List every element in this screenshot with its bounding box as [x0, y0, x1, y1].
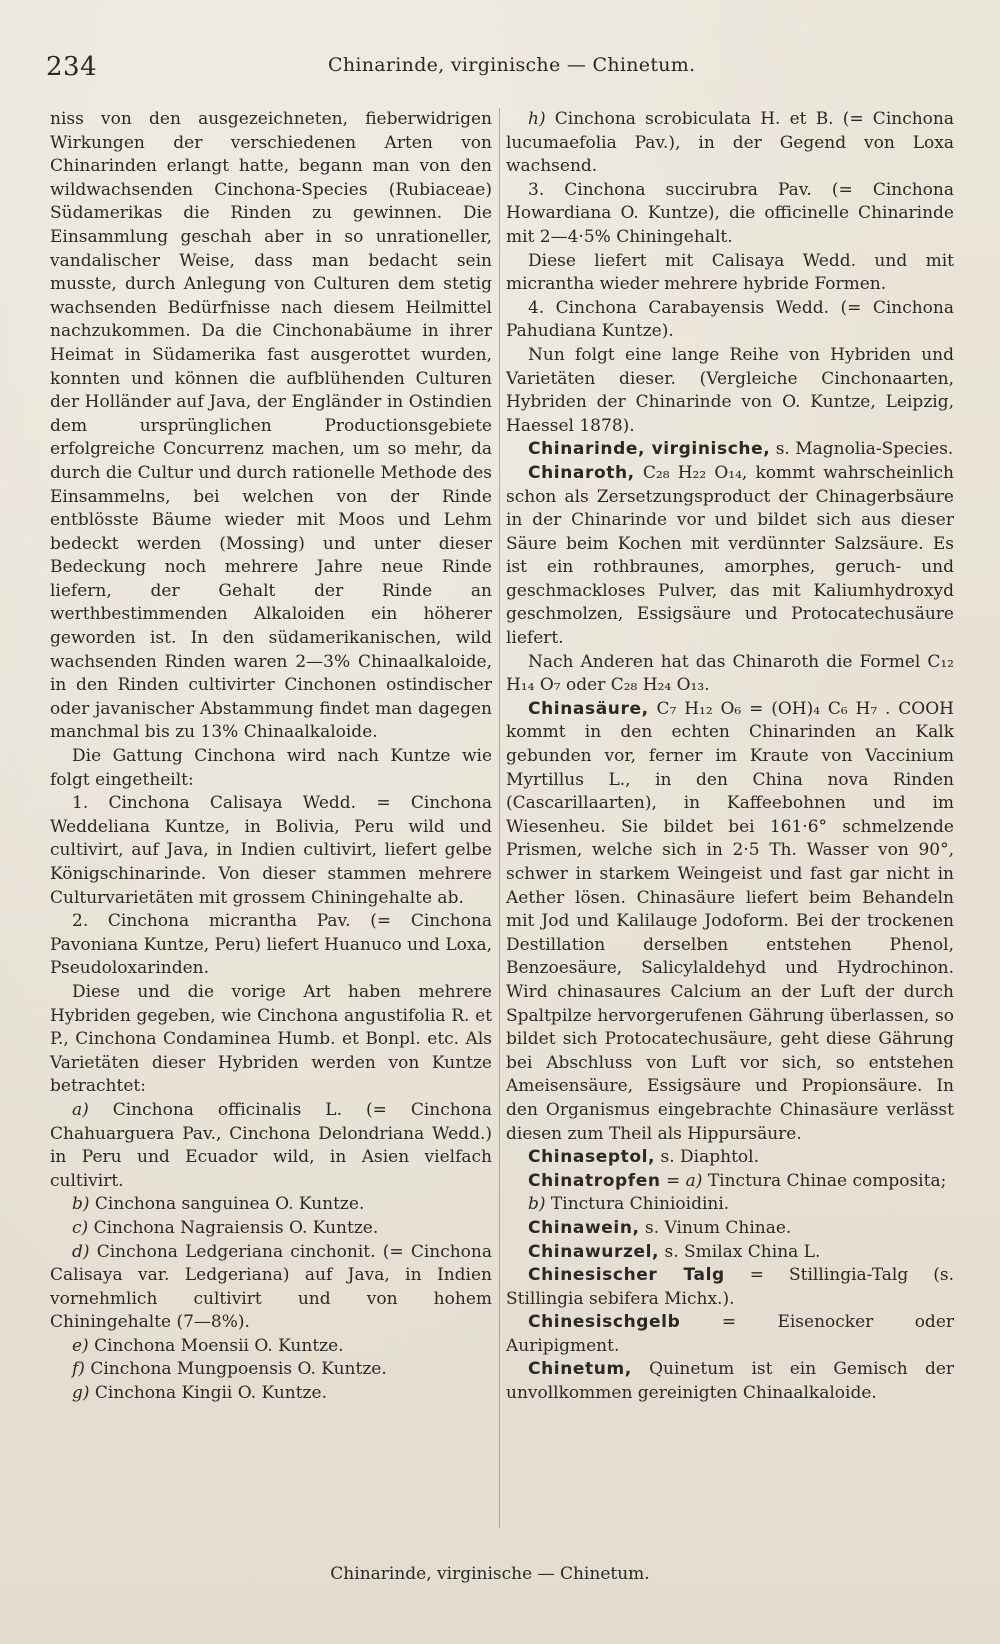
- entry-text: =: [665, 1170, 681, 1191]
- variety-item: [50, 1335, 492, 1359]
- entry-headword: Chinaroth,: [528, 462, 635, 483]
- entry-headword: Chinesischgelb: [528, 1312, 681, 1333]
- item-marker: g): [72, 1383, 90, 1404]
- lexicon-entry: [506, 698, 954, 1146]
- item-text: Cinchona Kingii O. Kuntze.: [94, 1383, 327, 1404]
- entry-text: = Stillingia-Talg (s. Stillingia sebifera Michx.).: [506, 1265, 955, 1309]
- page-header: [0, 50, 1000, 86]
- item-marker: a): [72, 1099, 89, 1120]
- item-text: Cinchona Nagraiensis O. Kuntze.: [93, 1217, 379, 1238]
- variety-item: [50, 1241, 492, 1335]
- entry-headword: Chinatropfen: [528, 1170, 661, 1191]
- right-column: [506, 108, 954, 1406]
- paragraph: 2. Cinchona micrantha Pav. (= Cinchona Pavoniana Kuntze, Peru) liefert Huanuco und Loxa, Pseudoloxarinden.: [50, 911, 492, 979]
- footer-caption: Chinarinde, virginische — Chinetum.: [330, 1564, 650, 1584]
- item-text: Tinctura Chinioidini.: [550, 1194, 730, 1215]
- paragraph: Diese liefert mit Calisaya Wedd. und mit micrantha wieder mehrere hybride Formen.: [506, 250, 954, 295]
- entry-headword: Chinawurzel,: [528, 1241, 660, 1262]
- entry-headword: Chinasäure,: [528, 698, 649, 719]
- item-text: Cinchona Moensii O. Kuntze.: [94, 1335, 344, 1356]
- item-marker: d): [72, 1241, 90, 1262]
- item-marker: e): [72, 1335, 89, 1356]
- entry-headword: Chinesischer Talg: [528, 1265, 725, 1286]
- entry-text: s. Smilax China L.: [664, 1241, 821, 1262]
- page-footer: [0, 1564, 1000, 1584]
- item-text: Cinchona scrobiculata H. et B. (= Cinchona lucumaefolia Pav.), in der Gegend von Loxa wachsend.: [506, 109, 954, 177]
- paragraph: Nach Anderen hat das Chinaroth die Formel C₁₂ H₁₄ O₇ oder C₂₈ H₂₄ O₁₃.: [506, 651, 954, 696]
- item-marker: h): [528, 109, 546, 129]
- entry-text: C₇ H₁₂ O₆ = (OH)₄ C₆ H₇ . COOH kommt in den echten Chinarinden an Kalk gebunden vor, ferner im Kraute von Vaccinium Myrtillus L., in den China nova Rinden (Cascarillaarten), in Kaffeebohnen und im Wiesenheu. Sie bildet bei 161·6° schmelzende Prismen, welche sich in 2·5 Th. Wasser von 90°, schwer in starkem Weingeist und fast gar nicht in Aether lösen. Chinasäure liefert beim Behandeln mit Jod und Kalilauge Jodoform. Bei der trockenen Destillation derselben entstehen Phenol, Benzoesäure, Salicylaldehyd und Hydrochinon. Wird chinasaures Calcium an der Luft der durch Spaltpilze hervorgerufenen Gährung überlassen, so bildet sich Protocatechusäure, geht diese Gährung bei Abschluss von Luft vor sich, so entstehen Ameisensäure, Essigsäure und Propionsäure. In den Organismus eingebrachte Chinasäure verlässt diesen zum Theil als Hippursäure.: [506, 698, 955, 1144]
- variety-item: [50, 1382, 492, 1406]
- lexicon-entry: [506, 462, 954, 651]
- entry-text: s. Vinum Chinae.: [645, 1217, 792, 1238]
- lexicon-entry: [506, 1358, 954, 1405]
- lexicon-entry: [506, 1264, 954, 1311]
- item-text: Cinchona Mungpoensis O. Kuntze.: [90, 1359, 387, 1380]
- lexicon-entry: [506, 1311, 954, 1358]
- lexicon-entry: [506, 1217, 954, 1241]
- item-marker: b): [528, 1194, 546, 1215]
- entry-headword: Chinarinde, virginische,: [528, 439, 771, 460]
- running-head: Chinarinde, virginische — Chinetum.: [328, 54, 696, 76]
- paragraph: niss von den ausgezeichneten, fieberwidrigen Wirkungen der verschiedenen Arten von Chinarinden erlangt hatte, begann man von den wildwachsenden Cinchona-Species (Rubiaceae) Südamerikas die Rinden zu gewinnen. Die Einsammlung geschah aber in so unrationeller, vandalischer Weise, dass man bedacht sein musste, durch Anlegung von Culturen dem stetig wachsenden Bedürfnisse nach diesem Heilmittel nachzukommen. Da die Cinchonabäume in ihrer Heimat in Südamerika fast ausgerottet wurden, konnten und können die aufblühenden Culturen der Holländer auf Java, der Engländer in Ostindien dem ursprünglichen Productionsgebiete erfolgreiche Concurrenz machen, um so mehr, da durch die Cultur und durch rationelle Methode des Einsammelns, bei welchen von der Rinde entblösste Bäume wieder mit Moos und Lehm bedeckt werden (Mossing) und unter dieser Bedeckung noch mehrere Jahre neue Rinde liefern, der Gehalt der Rinde an werthbestimmenden Alkaloiden ein höherer geworden ist. In den südamerikanischen, wild wachsenden Rinden waren 2—3% Chinaalkaloide, in den Rinden cultivirter Cinchonen ostindischer oder javanischer Abstammung findet man dagegen manchmal bis zu 13% Chinaalkaloide.: [50, 109, 492, 743]
- entry-headword: Chinawein,: [528, 1217, 640, 1238]
- entry-text: Tinctura Chinae composita;: [707, 1170, 947, 1191]
- entry-text: s. Magnolia-Species.: [775, 439, 954, 460]
- paragraph: 4. Cinchona Carabayensis Wedd. (= Cinchona Pahudiana Kuntze).: [506, 297, 954, 342]
- paragraph: 1. Cinchona Calisaya Wedd. = Cinchona Weddeliana Kuntze, in Bolivia, Peru wild und cultivirt, auf Java, in Indien cultivirt, liefert gelbe Königschinarinde. Von dieser stammen mehrere Culturvarietäten mit grossem Chiningehalte ab.: [50, 793, 492, 908]
- entry-text: = Eisenocker oder Auripigment.: [506, 1312, 955, 1356]
- variety-item: [50, 1217, 492, 1241]
- variety-item: [506, 108, 954, 179]
- entry-headword: Chinaseptol,: [528, 1147, 656, 1168]
- item-text: Cinchona Ledgeriana cinchonit. (= Cinchona Calisaya var. Ledgeriana) auf Java, in Indien vornehmlich cultivirt und von hohem Chiningehalte (7—8%).: [50, 1241, 493, 1333]
- item-marker: c): [72, 1217, 89, 1238]
- variety-item: [506, 1193, 954, 1217]
- item-marker: f): [72, 1359, 85, 1380]
- lexicon-entry: [506, 1241, 954, 1265]
- variety-item: [50, 1358, 492, 1382]
- variety-item: [50, 1099, 492, 1193]
- paragraph: Nun folgt eine lange Reihe von Hybriden und Varietäten dieser. (Vergleiche Cinchonaarten, Hybriden der Chinarinde von O. Kuntze, Leipzig, Haessel 1878).: [506, 344, 954, 436]
- column-divider: [499, 108, 500, 1528]
- entry-text: C₂₈ H₂₂ O₁₄, kommt wahrscheinlich schon als Zersetzungsproduct der Chinagerbsäure in der Chinarinde vor und bildet sich aus dieser Säure beim Kochen mit verdünnter Salzsäure. Es ist ein rothbraunes, amorphes, geruch- und geschmackloses Pulver, das mit Kaliumhydroxyd geschmolzen, Essigsäure und Protocatechusäure liefert.: [506, 462, 954, 649]
- lexicon-entry: [506, 1146, 954, 1170]
- page-number: 234: [46, 52, 98, 82]
- variety-item: [50, 1193, 492, 1217]
- paragraph: Diese und die vorige Art haben mehrere Hybriden gegeben, wie Cinchona angustifolia R. et P., Cinchona Condaminea Humb. et Bonpl. etc. Als Varietäten dieser Hybriden werden von Kuntze betrachtet:: [50, 981, 492, 1097]
- item-marker: a): [685, 1170, 703, 1191]
- lexicon-entry: [506, 438, 954, 462]
- item-text: Cinchona sanguinea O. Kuntze.: [94, 1194, 365, 1215]
- entry-text: Quinetum ist ein Gemisch der unvollkommen gereinigten Chinaalkaloide.: [506, 1359, 955, 1404]
- entry-text: s. Diaphtol.: [660, 1147, 759, 1168]
- paragraph: Die Gattung Cinchona wird nach Kuntze wie folgt eingetheilt:: [50, 746, 492, 790]
- paragraph: 3. Cinchona succirubra Pav. (= Cinchona Howardiana O. Kuntze), die officinelle Chinarinde mit 2—4·5% Chiningehalt.: [506, 179, 954, 247]
- lexicon-entry: [506, 1170, 954, 1194]
- left-column: [50, 108, 492, 1406]
- item-marker: b): [72, 1194, 90, 1215]
- entry-headword: Chinetum,: [528, 1359, 632, 1380]
- item-text: Cinchona officinalis L. (= Cinchona Chahuarguera Pav., Cinchona Delondriana Wedd.) in Peru und Ecuador wild, in Asien vielfach cultivirt.: [50, 1099, 493, 1191]
